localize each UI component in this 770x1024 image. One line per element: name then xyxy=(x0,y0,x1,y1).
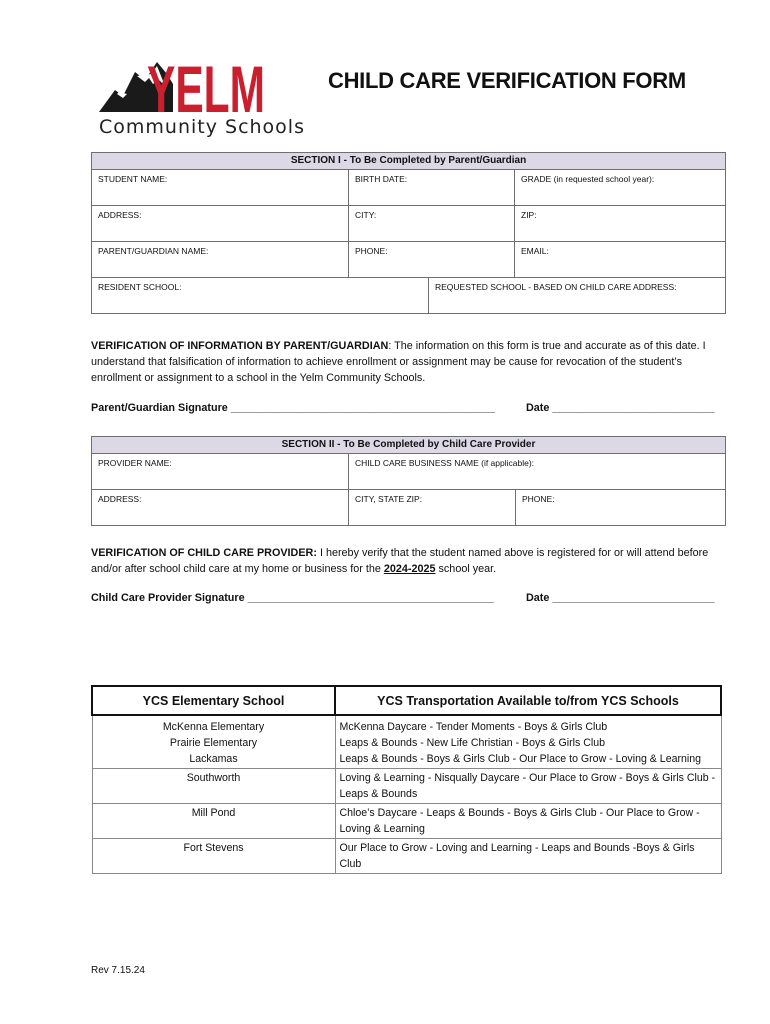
ycs-transportation-table xyxy=(91,685,722,874)
provider-verification-end: school year. xyxy=(435,563,497,575)
transport-cell: Loving & Learning - Nisqually Daycare - Our Place to Grow - Boys & Girls Club - Leaps & Bounds xyxy=(335,769,721,804)
email-field[interactable] xyxy=(515,242,726,278)
city-field[interactable] xyxy=(349,206,515,242)
transport-cell: McKenna Daycare - Tender Moments - Boys & Girls Club Leaps & Bounds - New Life Christian - Boys & Girls Club Leaps & Bounds - Boys & Girls Club - Our Place to Grow - Loving & Learning xyxy=(335,715,721,769)
revision-label: Rev 7.15.24 xyxy=(91,965,145,976)
city-state-zip-field[interactable] xyxy=(349,490,516,526)
address-label: ADDRESS: xyxy=(98,210,142,220)
grade-label: GRADE (in requested school year): xyxy=(521,174,655,184)
section-2-table xyxy=(91,436,726,526)
provider-date-label[interactable]: Date ___________________________ xyxy=(526,592,715,604)
provider-phone-label: PHONE: xyxy=(522,494,555,504)
business-name-field[interactable] xyxy=(349,454,726,490)
birth-date-field[interactable] xyxy=(349,170,515,206)
section-1-table xyxy=(91,152,726,314)
table-row xyxy=(92,804,721,839)
school-cell: McKenna Elementary Prairie Elementary Lackamas xyxy=(92,715,335,769)
phone-label: PHONE: xyxy=(355,246,388,256)
parent-verification-body: : The information on this form is true and accurate as of this date. I understand that falsification of information to achieve enrollment or assignment may be cause for revocation of the student’s enrollment or assignment to a school in the Yelm Community Schools. xyxy=(91,340,706,384)
provider-address-label: ADDRESS: xyxy=(98,494,142,504)
student-name-field[interactable] xyxy=(92,170,349,206)
school-cell: Southworth xyxy=(92,769,335,804)
table-row xyxy=(92,715,721,769)
provider-address-field[interactable] xyxy=(92,490,349,526)
transport-cell: Chloe’s Daycare - Leaps & Bounds - Boys & Girls Club - Our Place to Grow - Loving & Learning xyxy=(335,804,721,839)
provider-verification-text xyxy=(91,545,731,577)
zip-label: ZIP: xyxy=(521,210,537,220)
transport-cell: Our Place to Grow - Loving and Learning - Leaps and Bounds -Boys & Girls Club xyxy=(335,839,721,874)
table-row xyxy=(92,839,721,874)
requested-school-field[interactable] xyxy=(429,278,726,314)
resident-school-field[interactable] xyxy=(92,278,429,314)
birth-date-label: BIRTH DATE: xyxy=(355,174,408,184)
provider-signature-line[interactable] xyxy=(91,592,731,604)
address-field[interactable] xyxy=(92,206,349,242)
yelm-logo xyxy=(97,50,305,140)
provider-signature-label: Child Care Provider Signature _________________________________________ xyxy=(91,592,494,604)
parent-signature-line[interactable] xyxy=(91,402,731,414)
section-1-header: SECTION I - To Be Completed by Parent/Guardian xyxy=(92,153,726,170)
ycs-col-transport: YCS Transportation Available to/from YCS Schools xyxy=(335,686,721,715)
parent-name-field[interactable] xyxy=(92,242,349,278)
page-title: CHILD CARE VERIFICATION FORM xyxy=(328,68,686,93)
parent-verification-text xyxy=(91,338,731,386)
school-year: 2024-2025 xyxy=(383,563,436,575)
parent-signature-label: Parent/Guardian Signature ____________________________________________ xyxy=(91,402,495,414)
requested-school-label: REQUESTED SCHOOL - BASED ON CHILD CARE ADDRESS: xyxy=(435,282,677,292)
business-name-label: CHILD CARE BUSINESS NAME (if applicable): xyxy=(355,458,535,468)
provider-name-label: PROVIDER NAME: xyxy=(98,458,172,468)
city-label: CITY: xyxy=(355,210,377,220)
parent-name-label: PARENT/GUARDIAN NAME: xyxy=(98,246,209,256)
phone-field[interactable] xyxy=(349,242,515,278)
section-2-header: SECTION II - To Be Completed by Child Care Provider xyxy=(92,437,726,454)
provider-name-field[interactable] xyxy=(92,454,349,490)
logo-tagline: Community Schools xyxy=(99,116,305,138)
parent-date-label[interactable]: Date ___________________________ xyxy=(526,402,715,414)
zip-field[interactable] xyxy=(515,206,726,242)
city-state-zip-label: CITY, STATE ZIP: xyxy=(355,494,423,504)
provider-phone-field[interactable] xyxy=(516,490,726,526)
ycs-col-school: YCS Elementary School xyxy=(92,686,335,715)
provider-verification-body: I hereby verify that the student named above is registered for or will attend before and/or after school child care at my home or business for the xyxy=(91,547,709,575)
table-row xyxy=(92,769,721,804)
grade-field[interactable] xyxy=(515,170,726,206)
school-cell: Fort Stevens xyxy=(92,839,335,874)
resident-school-label: RESIDENT SCHOOL: xyxy=(98,282,182,292)
logo-word: YELM xyxy=(147,52,265,118)
student-name-label: STUDENT NAME: xyxy=(98,174,168,184)
parent-verification-heading: VERIFICATION OF INFORMATION BY PARENT/GUARDIAN xyxy=(91,340,389,352)
mountain-logo-icon xyxy=(97,50,265,118)
provider-verification-heading: VERIFICATION OF CHILD CARE PROVIDER: xyxy=(91,547,317,559)
email-label: EMAIL: xyxy=(521,246,549,256)
school-cell: Mill Pond xyxy=(92,804,335,839)
